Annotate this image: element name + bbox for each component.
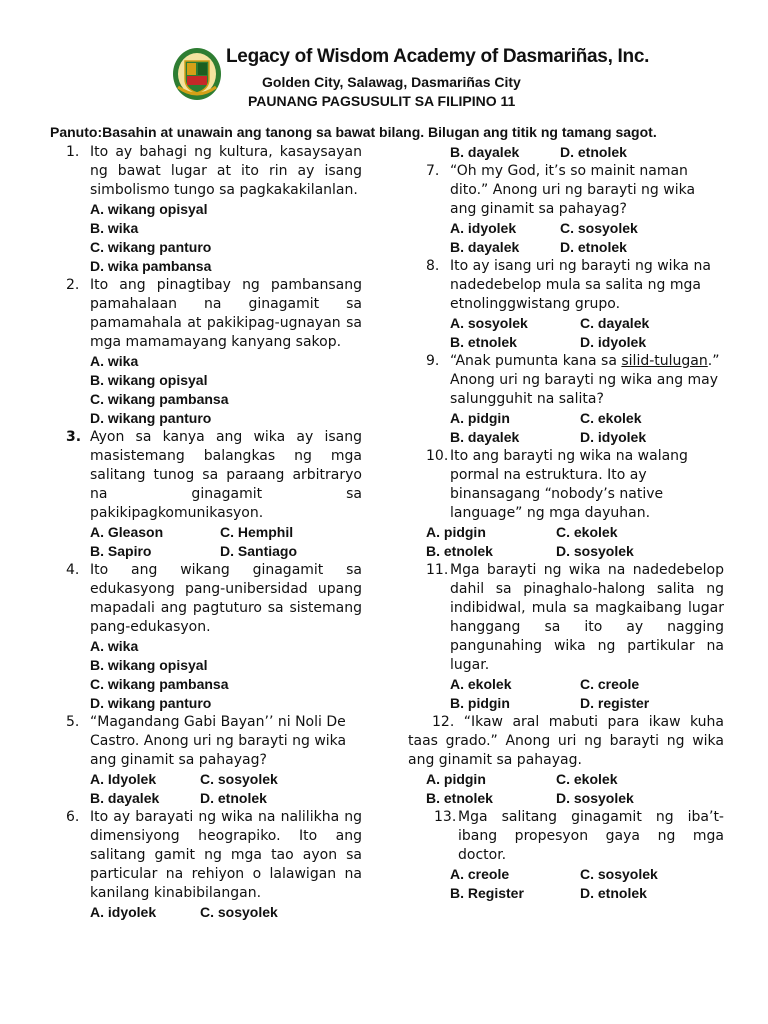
option[interactable]: D. etnolek [200,790,267,806]
option[interactable]: D. register [580,695,650,711]
question-text: Ito ay isang uri ng barayti ng wika na nadedebelop mula sa salita ng mga etnolinggwistang grupo. [450,258,711,312]
option[interactable]: C. sosyolek [580,866,658,882]
left-column [66,143,362,922]
option[interactable]: B. dayalek [450,429,520,445]
option[interactable]: D. sosyolek [556,543,634,559]
question-number: 4. [66,562,80,578]
question-number: 10. [426,448,449,464]
question-2 [66,276,362,352]
option[interactable]: A. ekolek [450,676,512,692]
question-10-options [426,523,724,561]
question-8-options [450,314,724,352]
option[interactable]: C. sosyolek [200,904,278,920]
question-1 [66,143,362,200]
question-8 [426,257,724,314]
question-12-options [426,770,724,808]
option[interactable]: C. ekolek [580,410,642,426]
instructions: Panuto:Basahin at unawain ang tanong sa bawat bilang. Bilugan ang titik ng tamang sagot. [50,124,657,140]
question-number: 8. [426,258,440,274]
option[interactable]: C. wikang pambansa [90,391,229,407]
question-6-options-continued [450,143,724,162]
option[interactable]: C. sosyolek [560,220,638,236]
option[interactable]: D. sosyolek [556,790,634,806]
question-number: 3. [66,429,82,445]
option[interactable]: C. creole [580,676,640,692]
question-number: 5. [66,714,80,730]
question-number: 6. [66,809,80,825]
question-text: Ito ang wikang ginagamit sa edukasyong pang-unibersidad upang mapadali ang pagtuturo sa sistemang pang-edukasyon. [90,562,362,635]
option[interactable]: C. wikang panturo [90,239,212,255]
option[interactable]: A. wikang opisyal [90,201,208,217]
question-number: 11. [426,562,449,578]
option[interactable]: C. dayalek [580,315,650,331]
option[interactable]: B. etnolek [426,543,493,559]
option[interactable]: A. idyolek [450,220,517,236]
school-name: Legacy of Wisdom Academy of Dasmariñas, Inc. [226,46,650,67]
question-text: Mga salitang ginagamit ng iba’t-ibang propesyon gaya ng mga doctor. [458,809,724,863]
question-13 [434,808,724,865]
option[interactable]: D. etnolek [560,144,627,160]
question-3 [66,428,362,523]
option[interactable]: B. Register [450,885,524,901]
option[interactable]: D. etnolek [560,239,627,255]
question-text: Ito ang barayti ng wika na walang pormal na estruktura. Ito ay binansagang “nobody’s native language” ng mga dayuhan. [450,448,688,521]
option[interactable]: D. Santiago [220,543,298,559]
question-5 [66,713,362,770]
option[interactable]: A. pidgin [450,410,510,426]
option[interactable]: C. ekolek [556,524,618,540]
option[interactable]: C. ekolek [556,771,618,787]
option[interactable]: B. wika [90,220,139,236]
option[interactable]: B. wikang opisyal [90,372,208,388]
option[interactable]: C. sosyolek [200,771,278,787]
option[interactable]: D. etnolek [580,885,647,901]
option[interactable]: A. sosyolek [450,315,528,331]
question-text: “Oh my God, it’s so mainit naman dito.” Anong uri ng barayti ng wika ang ginamit sa pahayag? [450,163,696,217]
question-11 [426,561,724,675]
question-number: 7. [426,163,440,179]
option[interactable]: D. wika pambansa [90,258,212,274]
question-6-options [90,903,362,922]
option[interactable]: A. Idyolek [90,771,157,787]
question-1-options [90,200,362,276]
question-7-options [450,219,724,257]
option[interactable]: A. wika [90,353,139,369]
school-address: Golden City, Salawag, Dasmariñas City [262,74,521,90]
question-4 [66,561,362,637]
question-9 [426,352,724,409]
option[interactable]: B. etnolek [426,790,493,806]
option[interactable]: D. idyolek [580,429,647,445]
option[interactable]: B. wikang opisyal [90,657,208,673]
option[interactable]: B. etnolek [450,334,517,350]
question-7 [426,162,724,219]
option[interactable]: B. dayalek [450,144,520,160]
option[interactable]: D. wikang panturo [90,410,212,426]
question-5-options [90,770,362,808]
option[interactable]: B. dayalek [90,790,160,806]
question-text: Ito ay barayati ng wika na nalilikha ng dimensiyong heograpiko. Ito ang salitang gamit ng mga tao ayon sa particular na rehiyon o lalawigan na kanilang kinabibilangan. [90,809,362,901]
option[interactable]: A. idyolek [90,904,157,920]
option[interactable]: C. wikang pambansa [90,676,229,692]
option[interactable]: C. Hemphil [220,524,294,540]
question-number: 2. [66,277,80,293]
option[interactable]: B. Sapiro [90,543,152,559]
question-10 [426,447,724,523]
option[interactable]: A. wika [90,638,139,654]
option[interactable]: A. Gleason [90,524,164,540]
question-2-options [90,352,362,428]
question-text: “Anak pumunta kana sa silid-tulugan.” Anong uri ng barayti ng wika ang may salungguhit na salita? [450,353,720,407]
question-11-options [450,675,724,713]
question-3-options [90,523,362,561]
question-4-options [90,637,362,713]
question-13-options [450,865,724,903]
question-number: 1. [66,144,80,160]
option[interactable]: A. pidgin [426,524,486,540]
question-text: Ayon sa kanya ang wika ay isang masistemang balangkas ng mga salitang tunog sa paraang arbitraryo na ginagamit sa pakikipagkomunikasyon. [90,429,362,521]
option[interactable]: D. idyolek [580,334,647,350]
question-text: Ito ay bahagi ng kultura, kasaysayan ng bawat lugar at ito rin ay isang simbolismo tungo sa pagkakakilanlan. [90,144,362,198]
question-6 [66,808,362,903]
question-12: 12. “Ikaw aral mabuti para ikaw kuha taas grado.” Anong uri ng barayti ng wika ang ginamit sa pahayag. [408,714,724,768]
exam-title: PAUNANG PAGSUSULIT SA FILIPINO 11 [248,93,516,109]
question-text: “Magandang Gabi Bayan’’ ni Noli De Castro. Anong uri ng barayti ng wika ang ginamit sa pahayag? [90,714,347,768]
question-text: Ito ang pinagtibay ng pambansang pamahalaan na ginagamit sa pamamahala at pakikipag-ugnayan sa mga mamamayang kanyang sakop. [90,277,362,350]
question-number: 9. [426,353,440,369]
question-text: Mga barayti ng wika na nadedebelop dahil sa pinaghalo-halong salita ng indibidwal, mula sa magkaibang lugar hanggang sa ito ay nagging pangunahing wika ng partikular na lugar. [450,562,724,673]
underlined-word: silid-tulugan [621,353,708,369]
option[interactable]: D. wikang panturo [90,695,212,711]
option[interactable]: B. pidgin [450,695,510,711]
question-9-options [450,409,724,447]
question-number: 13. [434,809,457,825]
option[interactable]: A. pidgin [426,771,486,787]
right-column [408,143,724,903]
school-logo-icon [172,47,222,101]
option[interactable]: B. dayalek [450,239,520,255]
option[interactable]: A. creole [450,866,510,882]
